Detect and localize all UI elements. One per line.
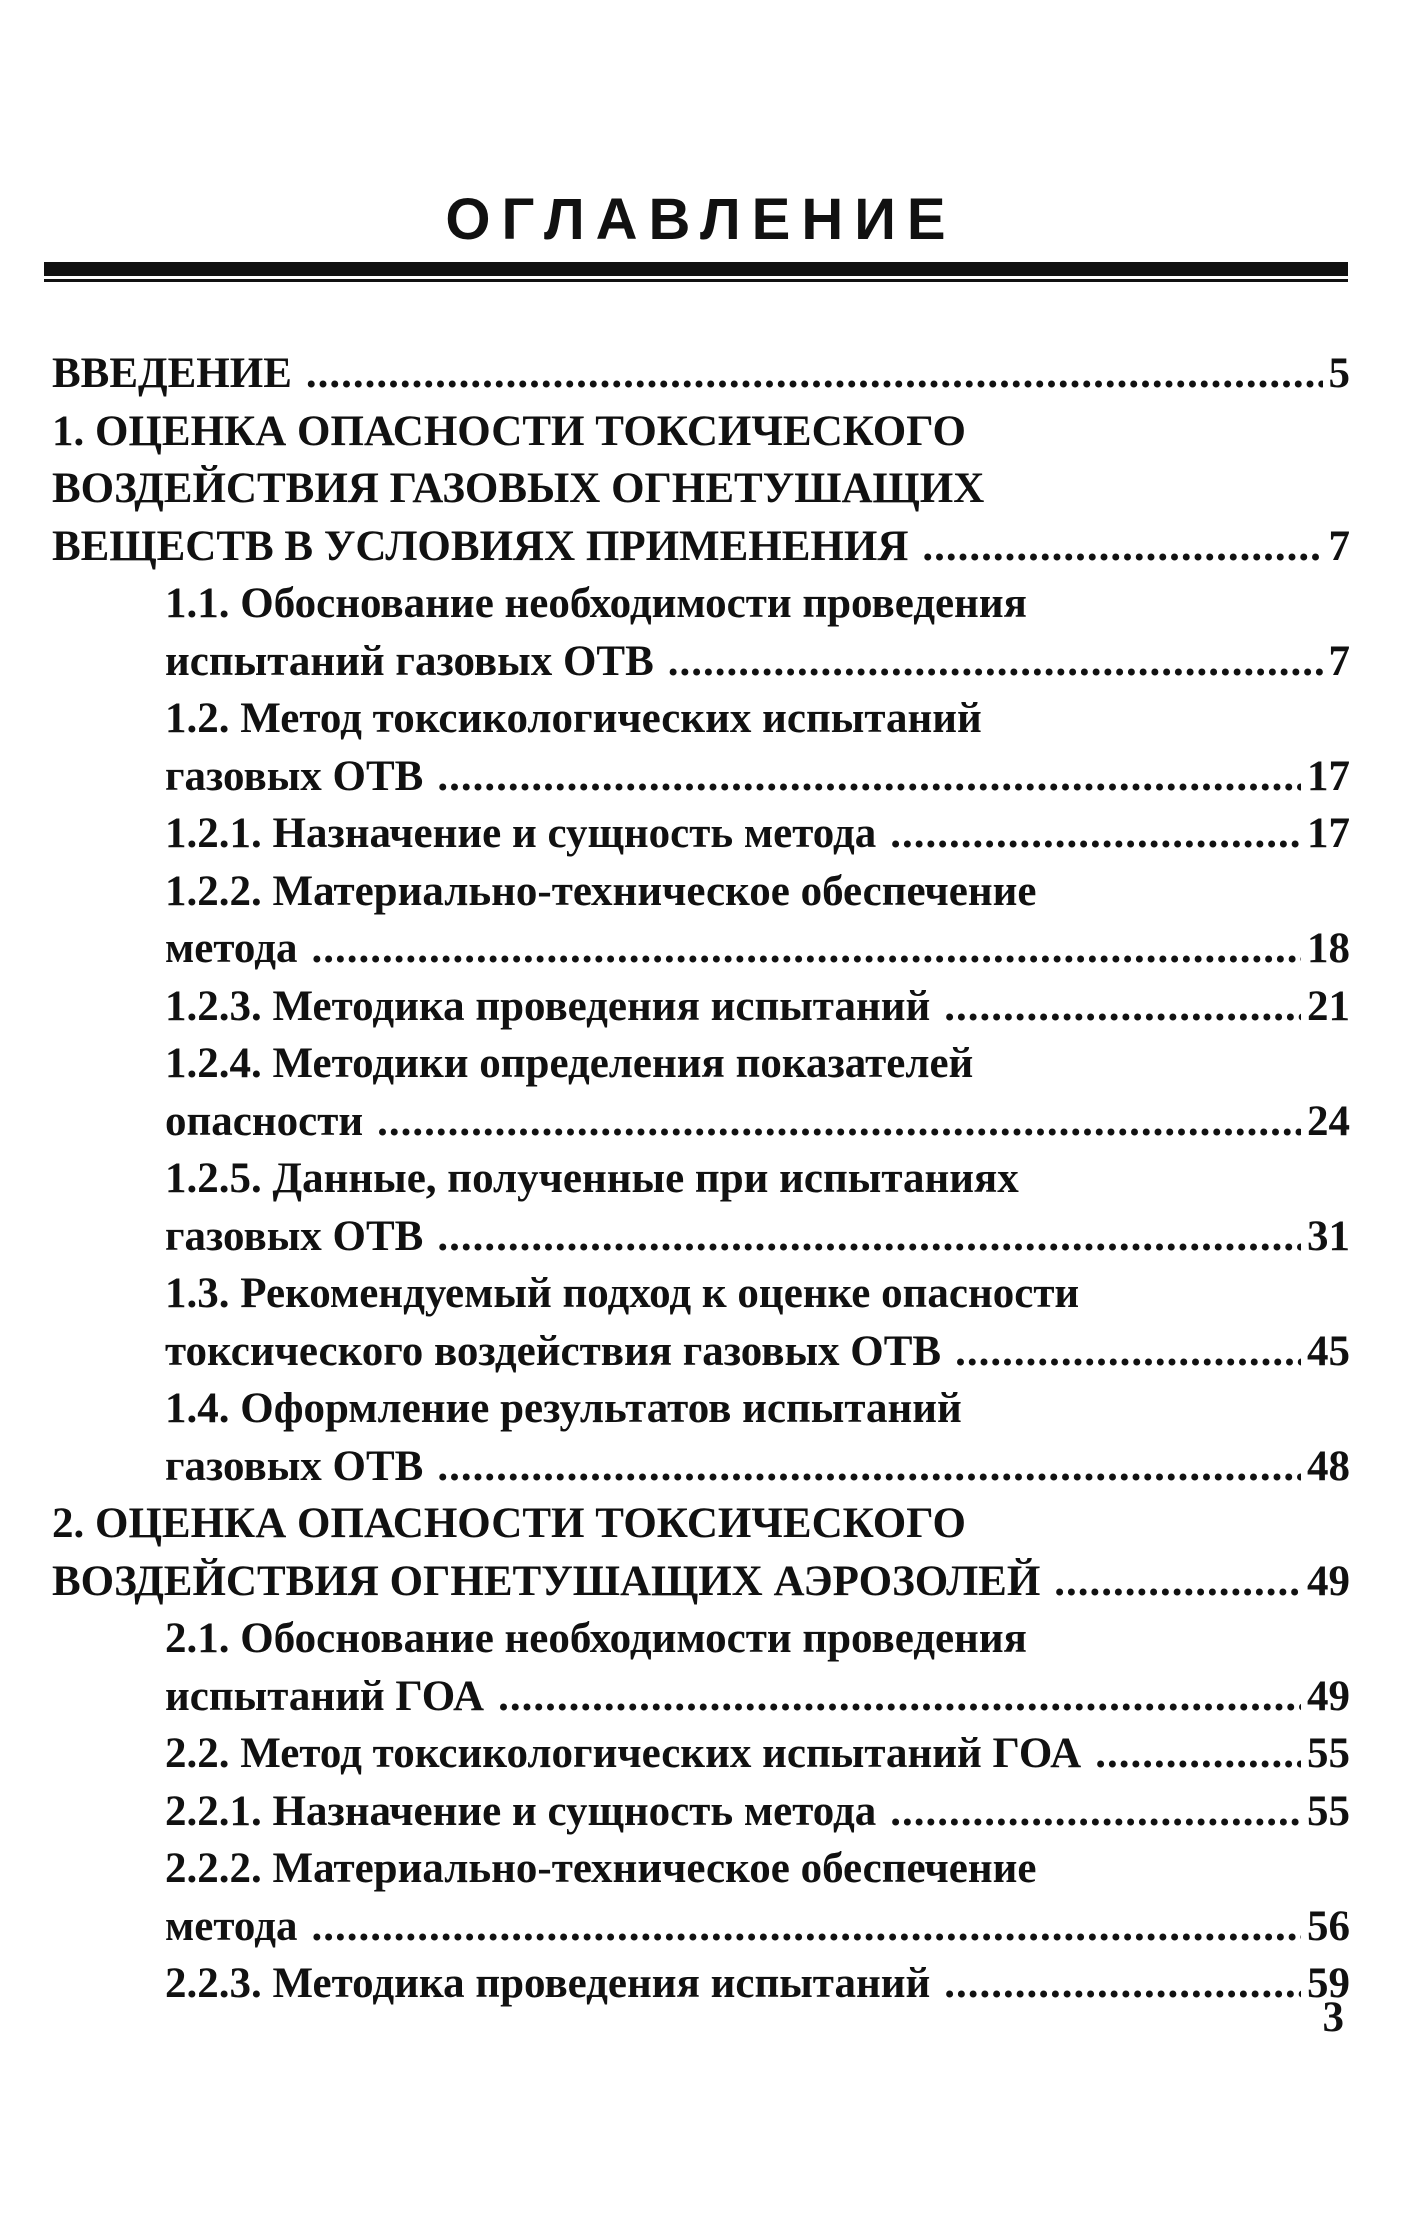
toc-entry-last-line bbox=[52, 345, 1350, 403]
dot-leader bbox=[922, 518, 1322, 576]
toc-section[interactable] bbox=[0, 1380, 1402, 1495]
dot-leader bbox=[306, 345, 1323, 403]
toc-chapter[interactable] bbox=[0, 345, 1402, 403]
toc-entry-line: 1.4. Оформление результатов испытаний bbox=[165, 1385, 962, 1432]
toc-entry-last-line bbox=[165, 1438, 1350, 1496]
toc-section[interactable] bbox=[0, 1783, 1402, 1841]
toc-entry-line: 2. ОЦЕНКА ОПАСНОСТИ ТОКСИЧЕСКОГО bbox=[52, 1500, 966, 1547]
toc-entry-title: токсического воздействия газовых ОТВ bbox=[165, 1327, 942, 1375]
toc-entry-page: 21 bbox=[1307, 982, 1350, 1030]
toc-entry-title: ВЕЩЕСТВ В УСЛОВИЯХ ПРИМЕНЕНИЯ bbox=[52, 522, 909, 570]
toc-entry-line: 1.2.2. Материально-техническое обеспечение bbox=[165, 867, 1037, 915]
toc-section[interactable] bbox=[0, 1610, 1402, 1725]
toc-entry-line: ВОЗДЕЙСТВИЯ ГАЗОВЫХ ОГНЕТУШАЩИХ bbox=[52, 465, 985, 512]
toc-entry-title: метода bbox=[165, 925, 298, 972]
toc-section[interactable] bbox=[0, 863, 1402, 978]
dot-leader bbox=[944, 978, 1301, 1036]
toc-section[interactable] bbox=[0, 1150, 1402, 1265]
page-number: 3 bbox=[1322, 1994, 1344, 2041]
toc-section[interactable] bbox=[0, 978, 1402, 1036]
toc-entry-title: испытаний газовых ОТВ bbox=[165, 637, 654, 685]
dot-leader bbox=[1054, 1553, 1301, 1611]
toc-entry-page: 7 bbox=[1328, 637, 1350, 685]
toc-entry-page: 56 bbox=[1307, 1902, 1350, 1950]
toc-entry-last-line bbox=[165, 1955, 1350, 2013]
toc-entry-page: 55 bbox=[1307, 1730, 1350, 1777]
toc-entry-title: газовых ОТВ bbox=[165, 1442, 424, 1490]
dot-leader bbox=[311, 920, 1301, 978]
dot-leader bbox=[955, 1323, 1301, 1381]
toc-entry-page: 49 bbox=[1307, 1557, 1350, 1605]
toc-entry-page: 18 bbox=[1307, 925, 1350, 972]
toc-entry-title: опасности bbox=[165, 1097, 364, 1145]
toc-entry-page: 31 bbox=[1307, 1212, 1350, 1260]
toc-entry-last-line bbox=[165, 920, 1350, 978]
toc-section[interactable] bbox=[0, 1035, 1402, 1150]
toc-entry-title: метода bbox=[165, 1902, 298, 1950]
toc-entry-line: 1.2.4. Методики определения показателей bbox=[165, 1040, 974, 1087]
toc-entry-line: 1.1. Обоснование необходимости проведения bbox=[165, 580, 1027, 627]
toc-chapter[interactable] bbox=[0, 1495, 1402, 1610]
table-of-contents bbox=[0, 345, 1402, 2013]
toc-entry-page: 49 bbox=[1307, 1672, 1350, 1720]
toc-chapter[interactable] bbox=[0, 403, 1402, 576]
toc-entry-title: ВВЕДЕНИЕ bbox=[52, 350, 292, 397]
toc-entry-line: 1. ОЦЕНКА ОПАСНОСТИ ТОКСИЧЕСКОГО bbox=[52, 407, 966, 455]
toc-entry-line: 2.1. Обоснование необходимости проведения bbox=[165, 1615, 1027, 1662]
page-title: ОГЛАВЛЕНИЕ bbox=[445, 187, 957, 252]
dot-leader bbox=[311, 1898, 1301, 1956]
title-divider bbox=[44, 262, 1348, 276]
dot-leader bbox=[437, 748, 1301, 806]
dot-leader bbox=[890, 805, 1301, 863]
toc-entry-title: 1.2.1. Назначение и сущность метода bbox=[165, 810, 877, 857]
toc-entry-last-line bbox=[165, 633, 1350, 691]
toc-entry-line: 1.2. Метод токсикологических испытаний bbox=[165, 695, 982, 742]
dot-leader bbox=[944, 1955, 1301, 2013]
toc-section[interactable] bbox=[0, 575, 1402, 690]
toc-entry-title: газовых ОТВ bbox=[165, 1212, 424, 1260]
toc-entry-last-line bbox=[165, 978, 1350, 1036]
toc-entry-title: ВОЗДЕЙСТВИЯ ОГНЕТУШАЩИХ АЭРОЗОЛЕЙ bbox=[52, 1557, 1041, 1605]
toc-entry-last-line bbox=[165, 1208, 1350, 1266]
toc-entry-last-line bbox=[165, 805, 1350, 863]
toc-section[interactable] bbox=[0, 1265, 1402, 1380]
toc-entry-title: 1.2.3. Методика проведения испытаний bbox=[165, 982, 931, 1030]
toc-entry-page: 7 bbox=[1328, 522, 1350, 570]
toc-entry-title: 2.2.1. Назначение и сущность метода bbox=[165, 1787, 877, 1835]
dot-leader bbox=[668, 633, 1323, 691]
toc-section[interactable] bbox=[0, 1840, 1402, 1955]
toc-entry-last-line bbox=[52, 518, 1350, 576]
toc-entry-last-line bbox=[165, 1783, 1350, 1841]
dot-leader bbox=[498, 1668, 1301, 1726]
toc-entry-title: газовых ОТВ bbox=[165, 752, 424, 800]
toc-entry-page: 24 bbox=[1307, 1097, 1350, 1145]
toc-entry-line: 1.3. Рекомендуемый подход к оценке опасности bbox=[165, 1270, 1080, 1317]
toc-section[interactable] bbox=[0, 805, 1402, 863]
toc-entry-last-line bbox=[52, 1553, 1350, 1611]
toc-entry-page: 17 bbox=[1307, 752, 1350, 800]
dot-leader bbox=[377, 1093, 1301, 1151]
toc-entry-last-line bbox=[165, 1725, 1350, 1783]
toc-entry-title: 2.2.3. Методика проведения испытаний bbox=[165, 1960, 931, 2007]
toc-entry-page: 5 bbox=[1328, 350, 1350, 397]
dot-leader bbox=[890, 1783, 1301, 1841]
toc-entry-page: 17 bbox=[1307, 810, 1350, 857]
toc-entry-last-line bbox=[165, 748, 1350, 806]
toc-entry-last-line bbox=[165, 1093, 1350, 1151]
toc-entry-page: 55 bbox=[1307, 1787, 1350, 1835]
dot-leader bbox=[437, 1438, 1301, 1496]
toc-entry-page: 48 bbox=[1307, 1442, 1350, 1490]
toc-entry-line: 1.2.5. Данные, полученные при испытаниях bbox=[165, 1155, 1019, 1202]
toc-entry-title: 2.2. Метод токсикологических испытаний ГОА bbox=[165, 1730, 1082, 1777]
toc-section[interactable] bbox=[0, 1955, 1402, 2013]
toc-section[interactable] bbox=[0, 690, 1402, 805]
title-divider-thin bbox=[44, 279, 1348, 282]
toc-entry-last-line bbox=[165, 1668, 1350, 1726]
toc-entry-page: 45 bbox=[1307, 1327, 1350, 1375]
toc-entry-last-line bbox=[165, 1323, 1350, 1381]
toc-entry-line: 2.2.2. Материально-техническое обеспечение bbox=[165, 1845, 1037, 1892]
toc-entry-title: испытаний ГОА bbox=[165, 1672, 485, 1720]
dot-leader bbox=[437, 1208, 1301, 1266]
toc-section[interactable] bbox=[0, 1725, 1402, 1783]
toc-entry-page: 59 bbox=[1307, 1960, 1350, 2007]
toc-entry-last-line bbox=[165, 1898, 1350, 1956]
dot-leader bbox=[1095, 1725, 1301, 1783]
